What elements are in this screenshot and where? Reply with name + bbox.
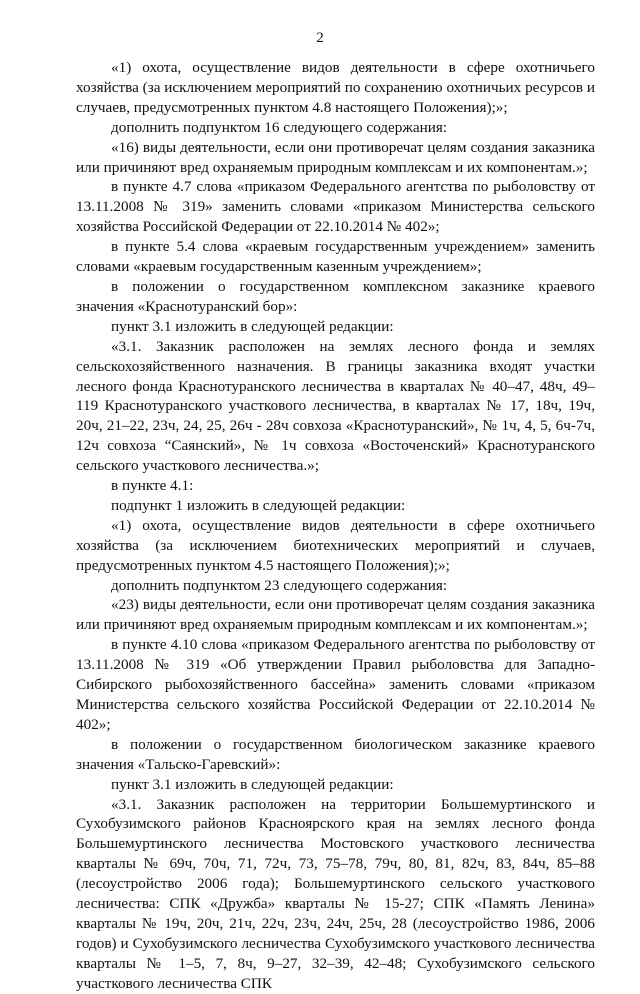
- paragraph: подпункт 1 изложить в следующей редакции:: [111, 496, 406, 514]
- paragraph: в положении о государственном комплексном заказнике краевого значения «Краснотуранский бор»:: [76, 277, 595, 315]
- paragraph: «1) охота, осуществление видов деятельности в сфере охотничьего хозяйства (за исключением биотехнических мероприятий и случаев, предусмотренных пунктом 4.5 настоящего Положения);»;: [76, 516, 595, 574]
- paragraph: пункт 3.1 изложить в следующей редакции:: [111, 775, 394, 793]
- paragraph: пункт 3.1 изложить в следующей редакции:: [111, 317, 394, 335]
- paragraph: в пункте 4.1:: [111, 477, 194, 495]
- paragraph: в пункте 5.4 слова «краевым государственным учреждением» заменить словами «краевым государственным казенным учреждением»;: [76, 238, 595, 276]
- document-body: [76, 58, 595, 994]
- paragraph: «23) виды деятельности, если они противоречат целям создания заказника или причиняют вред охраняемым природным комплексам и их компонентам.»;: [76, 596, 595, 634]
- paragraph: «1) охота, осуществление видов деятельности в сфере охотничьего хозяйства (за исключением мероприятий по сохранению охотничьих ресурсов и случаев, предусмотренных пунктом 4.8 настоящего Положения);»;: [76, 59, 595, 116]
- paragraph: в положении о государственном биологическом заказнике краевого значения «Тальско-Гаревский»:: [76, 735, 595, 773]
- paragraph: «16) виды деятельности, если они противоречат целям создания заказника или причиняют вред охраняемым природным комплексам и их компонентам.»;: [76, 138, 595, 176]
- paragraph: в пункте 4.10 слова «приказом Федерального агентства по рыболовству от 13.11.2008 № 319 «Об утверждении Правил рыболовства для Западно-Сибирского рыбохозяйственного бассейна» заменить словами «приказом Министерства сельского хозяйства Российской Федерации от 22.10.2014 № 402»;: [76, 636, 595, 733]
- paragraph: «3.1. Заказник расположен на землях лесного фонда и землях сельскохозяйственного назначения. В границы заказника входят участки лесного фонда Краснотуранского лесничества в кварталах № 40–47, 48ч, 49–119 Краснотуранского участкового лесничества, в кварталах № 17, 18ч, 19ч, 20ч, 21–22, 23ч, 24, 25, 26ч - 28ч совхоза «Краснотуранский», № 1ч, 4, 5, 6ч-7ч, 12ч совхоза “Саянский», № 1ч совхоза «Восточенский» Краснотуранского сельского участкового лесничества.»;: [76, 337, 595, 475]
- paragraph: дополнить подпунктом 23 следующего содержания:: [111, 576, 448, 594]
- paragraph: «3.1. Заказник расположен на территории Большемуртинского и Сухобузимского районов Красноярского края на землях лесного фонда Большемуртинского лесничества Мостовского участкового лесничества кварталы № 69ч, 70ч, 71, 72ч, 73, 75–78, 79ч, 80, 81, 82ч, 83, 84ч, 85–88 (лесоустройство 2006 года); Большемуртинского сельского участкового лесничества: СПК «Дружба» кварталы № 15-27; СПК «Память Ленина» кварталы № 19ч, 20ч, 21ч, 22ч, 23ч, 24ч, 25ч, 28 (лесоустройство 1986, 2006 годов) и Сухобузимского лесничества Сухобузимского участкового лесничества кварталы № 1–5, 7, 8ч, 9–27, 32–39, 42–48; Сухобузимского сельского участкового лесничества СПК: [76, 795, 595, 992]
- paragraph: дополнить подпунктом 16 следующего содержания:: [111, 118, 448, 136]
- paragraph: в пункте 4.7 слова «приказом Федерального агентства по рыболовству от 13.11.2008 № 319» заменить словами «приказом Министерства сельского хозяйства Российской Федерации от 22.10.2014 № 402»;: [76, 178, 595, 236]
- page-number: 2: [316, 30, 324, 46]
